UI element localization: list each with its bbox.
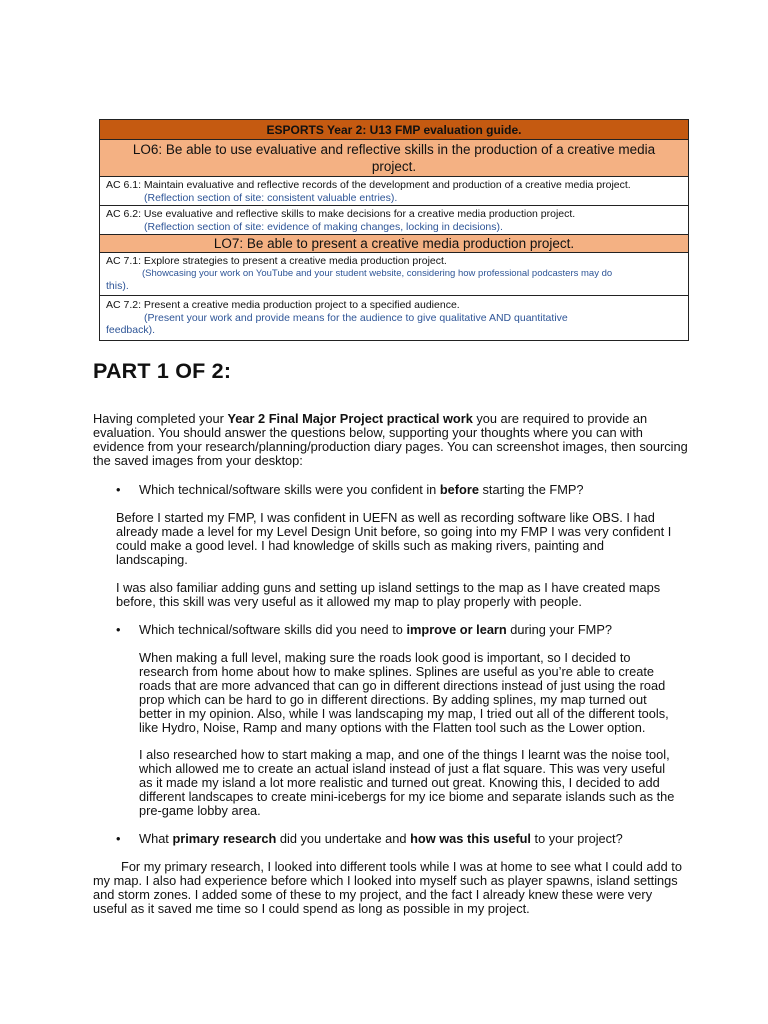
lo6-heading: LO6: Be able to use evaluative and reflective skills in the production of a creative media project. [100, 140, 688, 177]
q1-post: starting the FMP? [478, 482, 584, 497]
question-3 [116, 832, 623, 846]
q3-answer: For my primary research, I looked into different tools while I was at home to see what I could add to my map. I also had experience before which I looked into myself such as player spawns, island settings and storm zones. I added some of these to my project, and the fact I already knew these were very useful as it saved me time so I could spend as long as possible in my project. [93, 859, 682, 916]
q2-answer-2: I also researched how to start making a map, and one of the things I learnt was the noise tool, which allowed me to create an actual island instead of just a flat square. This was very useful as it made my island a lot more realistic and turned out great. Knowing this, I decided to add different landscapes to create mini-icebergs for my ice biome and separate islands such as the pre-game lobby area. [139, 747, 675, 818]
q1-pre: Which technical/software skills were you confident in [139, 482, 440, 497]
q1-answer-1: Before I started my FMP, I was confident in UEFN as well as recording software like OBS. I had already made a level for my Level Design Unit before, so going into my FMP I was very confident I could make a good level. I had knowledge of skills such as making rivers, painting and landscaping. [116, 510, 672, 567]
ac71-text: AC 7.1: Explore strategies to present a creative media production project. [106, 255, 447, 267]
ac62-row [100, 206, 688, 235]
q3-mid: did you undertake and [276, 831, 411, 846]
ac61-note: (Reflection section of site: consistent valuable entries). [144, 191, 398, 204]
q3-pre: What [139, 831, 173, 846]
question-2 [116, 623, 612, 637]
q2-bold: improve or learn [406, 622, 507, 637]
ac61-text: AC 6.1: Maintain evaluative and reflective records of the development and production of a creative media project. [106, 179, 631, 191]
q1-answer-2: I was also familiar adding guns and setting up island settings to the map as I have created maps before, this skill was very useful as it allowed my map to play properly with people. [116, 580, 661, 609]
q3-bold-2: how was this useful [410, 831, 531, 846]
bullet-3: • [116, 831, 121, 846]
ac62-note: (Reflection section of site: evidence of making changes, locking in decisions). [144, 220, 503, 233]
intro-paragraph [93, 412, 693, 468]
intro-bold: Year 2 Final Major Project practical work [227, 411, 473, 426]
ac71-note: (Showcasing your work on YouTube and your student website, considering how professional podcasters may do [142, 267, 613, 279]
evaluation-guide-table [99, 119, 689, 341]
part-title: PART 1 OF 2: [93, 359, 232, 383]
ac72-note: (Present your work and provide means for the audience to give qualitative AND quantitative [144, 311, 568, 324]
q2-answer-1: When making a full level, making sure the roads look good is important, so I decided to research from home about how to make splines. Splines are useful as you’re able to create roads that are more advanced that can go in different directions instead of just using the road prop which can be hard to go in different directions. By adding splines, my map turned out better in my opinion. Also, while I was landscaping my map, I tried out all of the different tools, like Hydro, Noise, Ramp and many options with the Flatten tool such as the Lower option. [139, 650, 669, 735]
q2-post: during your FMP? [506, 622, 612, 637]
intro-pre: Having completed your [93, 411, 228, 426]
lo7-heading: LO7: Be able to present a creative media production project. [100, 235, 688, 253]
q2-pre: Which technical/software skills did you need to [139, 622, 407, 637]
bullet-2: • [116, 622, 121, 637]
ac62-text: AC 6.2: Use evaluative and reflective skills to make decisions for a creative media production project. [106, 208, 576, 220]
intro-post: you are required to provide an evaluation. You should answer the questions below, supporting your thoughts where you can with evidence from your research/planning/production diary pages. You can screenshot images, then sourcing the saved images from your desktop: [93, 411, 688, 468]
ac72-row [100, 296, 688, 340]
bullet-1: • [116, 482, 121, 497]
ac71-note-cont: this). [106, 280, 129, 292]
ac72-text: AC 7.2: Present a creative media production project to a specified audience. [106, 299, 460, 311]
question-1 [116, 483, 584, 497]
ac71-row [100, 253, 688, 296]
q1-bold: before [439, 482, 479, 497]
q3-bold-1: primary research [172, 831, 277, 846]
ac61-row [100, 177, 688, 206]
guide-title: ESPORTS Year 2: U13 FMP evaluation guide. [100, 120, 688, 140]
q3-post: to your project? [530, 831, 623, 846]
ac72-note-cont: feedback). [106, 324, 156, 336]
